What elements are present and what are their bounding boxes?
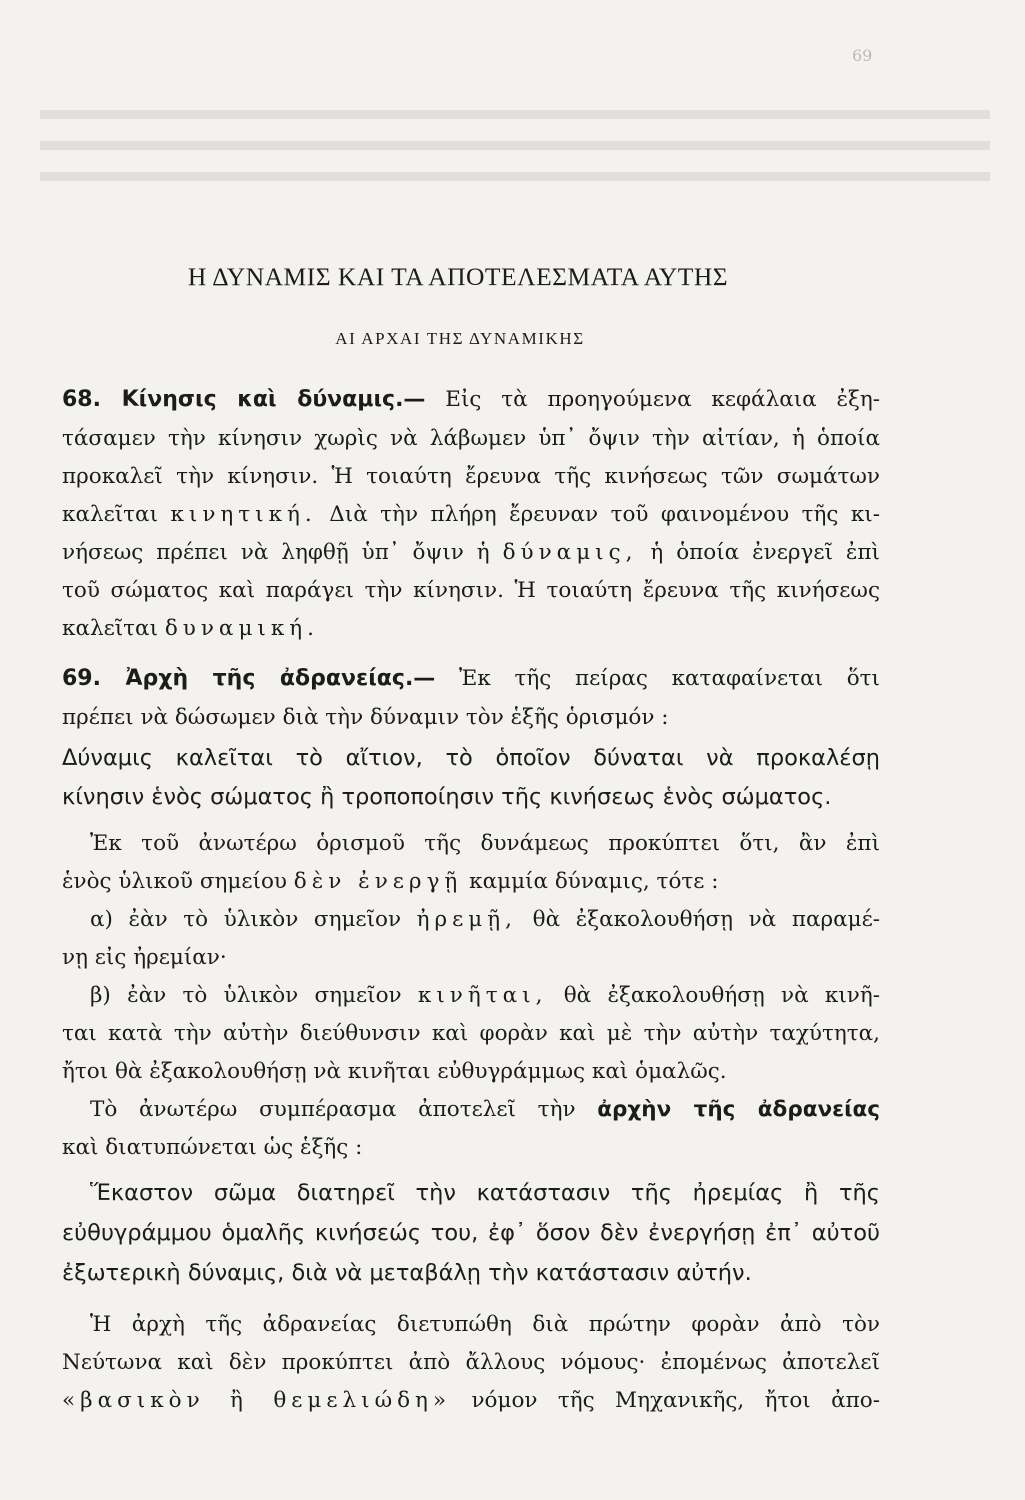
case-b-line-2: ται κατὰ τὴν αὐτὴν διεύθυνσιν καὶ φορὰν καὶ μὲ τὴν αὐτὴν ταχύτητα, xyxy=(62,1021,880,1046)
term-kinetics: κινητική. xyxy=(170,502,317,527)
s69-line-1: 69. Ἀρχὴ τῆς ἀδρανείας.— Ἐκ τῆς πείρας καταφαίνεται ὅτι xyxy=(62,666,880,691)
conclusion-line-2: καὶ διατυπώνεται ὡς ἑξῆς : xyxy=(62,1135,363,1160)
case-a-line-2: νῃ εἰς ἠρεμίαν· xyxy=(62,945,227,970)
s68-line-6: τοῦ σώματος καὶ παράγει τὴν κίνησιν. Ἡ τοιαύτη ἔρευνα τῆς κινήσεως xyxy=(62,578,880,603)
section-subtitle: ΑΙ ΑΡΧΑΙ ΤΗΣ ΔΥΝΑΜΙΚΗΣ xyxy=(335,329,585,348)
case-a-line-1: α) ἐὰν τὸ ὑλικὸν σημεῖον ἠρεμῇ, θὰ ἐξακολουθήσῃ νὰ παραμέ- xyxy=(90,907,880,932)
term-force: δύναμις, xyxy=(502,540,638,565)
force-definition-line-2: κίνησιν ἑνὸς σώματος ἢ τροποποίησιν τῆς κινήσεως ἑνὸς σώματος. xyxy=(62,784,832,810)
s68-line-7: καλεῖται δυναμική. xyxy=(62,616,320,641)
s69-para-line-2: ἑνὸς ὑλικοῦ σημείου δὲν ἐνεργῇ καμμία δύναμις, τότε : xyxy=(62,869,719,894)
s69-para-line-1: Ἐκ τοῦ ἀνωτέρω ὁρισμοῦ τῆς δυνάμεως προκύπτει ὅτι, ἂν ἐπὶ xyxy=(90,831,880,856)
s68-heading: 68. Κίνησις καὶ δύναμις.— xyxy=(62,387,426,412)
page-number: 69 xyxy=(852,46,873,65)
principle-of-inertia: ἀρχὴν τῆς ἀδρανείας xyxy=(597,1097,880,1122)
s68-line-3: προκαλεῖ τὴν κίνησιν. Ἡ τοιαύτη ἔρευνα τῆς κινήσεως τῶν σωμάτων xyxy=(62,464,880,489)
term-dynamics: δυναμική. xyxy=(164,616,320,641)
law-line-2: εὐθυγράμμου ὁμαλῆς κινήσεώς του, ἐφ᾿ ὅσον δὲν ἐνεργήσῃ ἐπ᾿ αὐτοῦ xyxy=(62,1220,880,1246)
newton-line-3: «βασικὸν ἢ θεμελιώδη» νόμον τῆς Μηχανικῆς, ἤτοι ἀπο- xyxy=(62,1388,880,1413)
s69-line-2: πρέπει νὰ δώσωμεν διὰ τὴν δύναμιν τὸν ἑξῆς ὁρισμόν : xyxy=(62,705,669,730)
case-b-line-1: β) ἐὰν τὸ ὑλικὸν σημεῖον κινῆται, θὰ ἐξακολουθήσῃ νὰ κινῆ- xyxy=(90,983,880,1008)
s68-line-1: 68. Κίνησις καὶ δύναμις.— Εἰς τὰ προηγούμενα κεφάλαια ἐξη- xyxy=(62,387,880,412)
law-line-1: Ἕκαστον σῶμα διατηρεῖ τὴν κατάστασιν τῆς ἠρεμίας ἢ τῆς xyxy=(90,1180,880,1206)
s68-line-2: τάσαμεν τὴν κίνησιν χωρὶς νὰ λάβωμεν ὑπ᾿ ὄψιν τὴν αἰτίαν, ἡ ὁποία xyxy=(62,426,880,451)
newton-line-2: Νεύτωνα καὶ δὲν προκύπτει ἀπὸ ἄλλους νόμους· ἐπομένως ἀποτελεῖ xyxy=(62,1350,880,1375)
conclusion-line-1: Τὸ ἀνωτέρω συμπέρασμα ἀποτελεῖ τὴν ἀρχὴν τῆς ἀδρανείας xyxy=(90,1097,880,1122)
force-definition-line-1: Δύναμις καλεῖται τὸ αἴτιον, τὸ ὁποῖον δύναται νὰ προκαλέσῃ xyxy=(62,745,880,771)
s68-line-5: νήσεως πρέπει νὰ ληφθῇ ὑπ᾿ ὄψιν ἡ δύναμις, ἡ ὁποία ἐνεργεῖ ἐπὶ xyxy=(62,540,880,565)
chapter-title: Η ΔΥΝΑΜΙΣ ΚΑΙ ΤΑ ΑΠΟΤΕΛΕΣΜΑΤΑ ΑΥΤΗΣ xyxy=(187,262,729,291)
s69-heading: 69. Ἀρχὴ τῆς ἀδρανείας.— xyxy=(62,666,436,691)
law-line-3: ἐξωτερικὴ δύναμις, διὰ νὰ μεταβάλῃ τὴν κατάστασιν αὐτήν. xyxy=(62,1260,752,1286)
bleed-through-shadow xyxy=(40,110,990,210)
case-b-line-3: ἤτοι θὰ ἐξακολουθήσῃ νὰ κινῆται εὐθυγράμμως καὶ ὁμαλῶς. xyxy=(62,1059,727,1084)
newton-line-1: Ἡ ἀρχὴ τῆς ἀδρανείας διετυπώθη διὰ πρώτην φορὰν ἀπὸ τὸν xyxy=(90,1312,880,1337)
s68-line-4: καλεῖται κινητική. Διὰ τὴν πλήρη ἔρευναν τοῦ φαινομένου τῆς κι- xyxy=(62,502,880,527)
